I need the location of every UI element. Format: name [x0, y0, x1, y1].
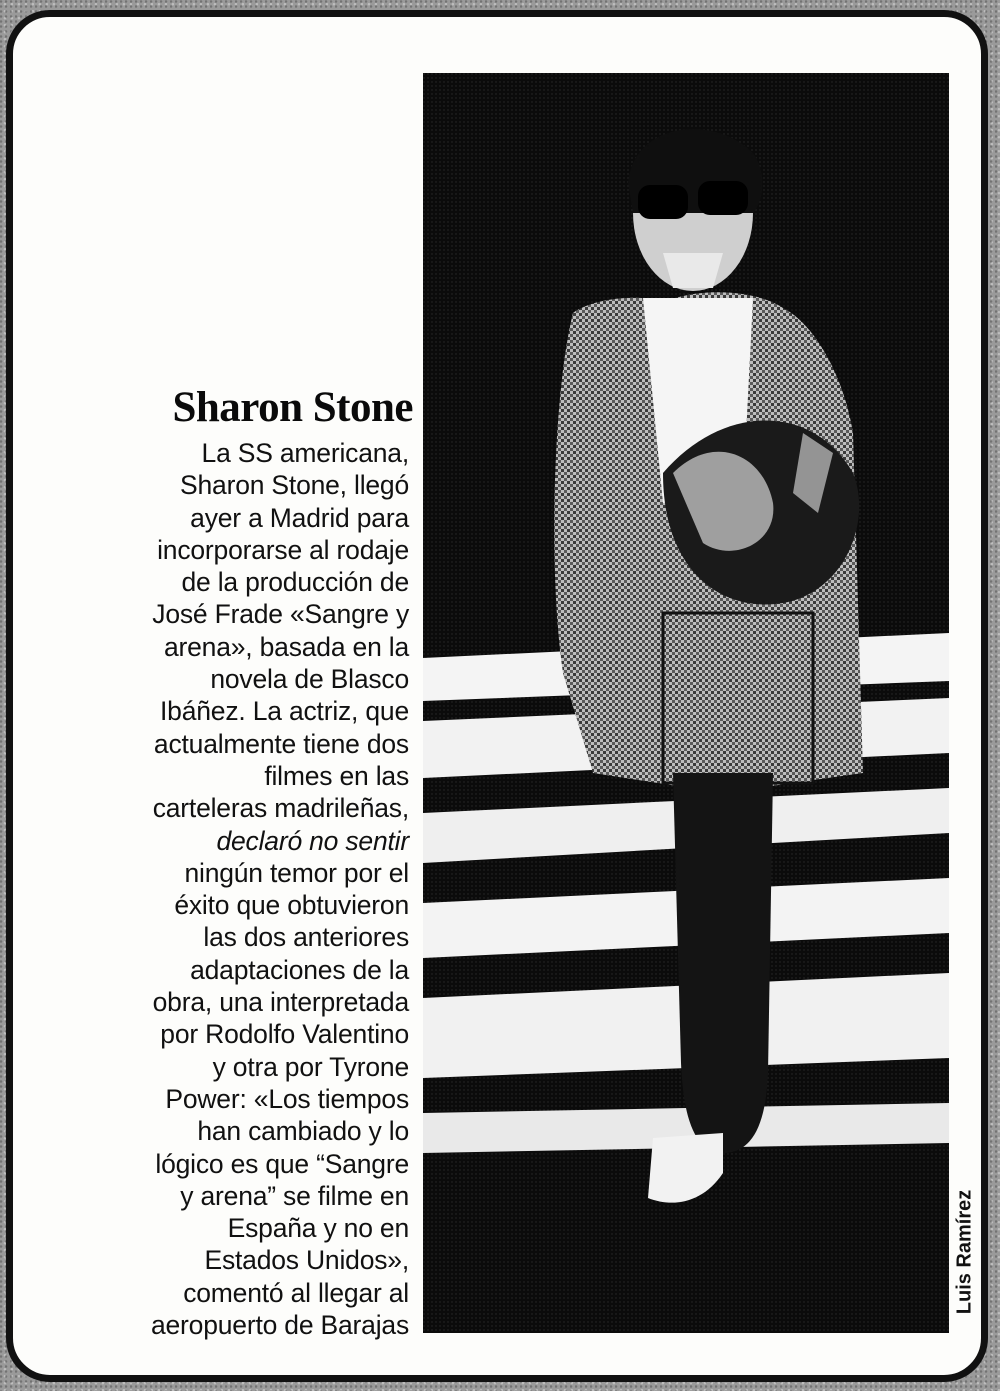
article-line: Estados Unidos», — [204, 1245, 409, 1276]
article-line: novela de Blasco — [210, 664, 409, 695]
article-line: y otra por Tyrone — [212, 1051, 409, 1082]
article-line: y arena” se filme en — [180, 1180, 409, 1211]
article-line: carteleras madrileñas, — [152, 793, 409, 824]
article-line: obra, una interpretada — [152, 987, 409, 1018]
newspaper-clipping — [6, 10, 988, 1382]
photo-credit — [947, 1157, 983, 1347]
article-line: éxito que obtuvieron — [174, 890, 409, 921]
article-line: las dos anteriores — [203, 922, 409, 953]
article-line: José Frade «Sangre y — [152, 599, 409, 630]
article-line: aeropuerto de Barajas — [150, 1310, 409, 1341]
article-line: Sharon Stone, llegó — [180, 470, 409, 501]
article-line: Power: «Los tiempos — [165, 1083, 409, 1114]
article-line: ayer a Madrid para — [190, 502, 409, 533]
article-line: incorporarse al rodaje — [157, 534, 409, 565]
article-line: comentó al llegar al — [183, 1277, 409, 1308]
article-line: por Rodolfo Valentino — [160, 1019, 409, 1050]
article-body — [43, 437, 409, 1341]
article-line: lógico es que “Sangre — [155, 1148, 409, 1179]
article-line: de la producción de — [181, 567, 409, 598]
headline: Sharon Stone — [172, 384, 413, 431]
news-photo — [423, 73, 949, 1333]
photo-illustration — [423, 73, 949, 1333]
article-line: ningún temor por el — [184, 857, 409, 888]
article-line: declaró no sentir — [216, 825, 409, 856]
article-line: adaptaciones de la — [190, 954, 409, 985]
article-line: han cambiado y lo — [197, 1116, 409, 1147]
article-line: actualmente tiene dos — [153, 728, 409, 759]
article-line: Ibáñez. La actriz, que — [160, 696, 409, 727]
article-line: arena», basada en la — [163, 631, 409, 662]
article-line: filmes en las — [264, 760, 409, 791]
photo-credit-text: Luis Ramírez — [953, 1189, 976, 1315]
article-line: España y no en — [227, 1213, 409, 1244]
article-line: La SS americana, — [201, 438, 409, 468]
